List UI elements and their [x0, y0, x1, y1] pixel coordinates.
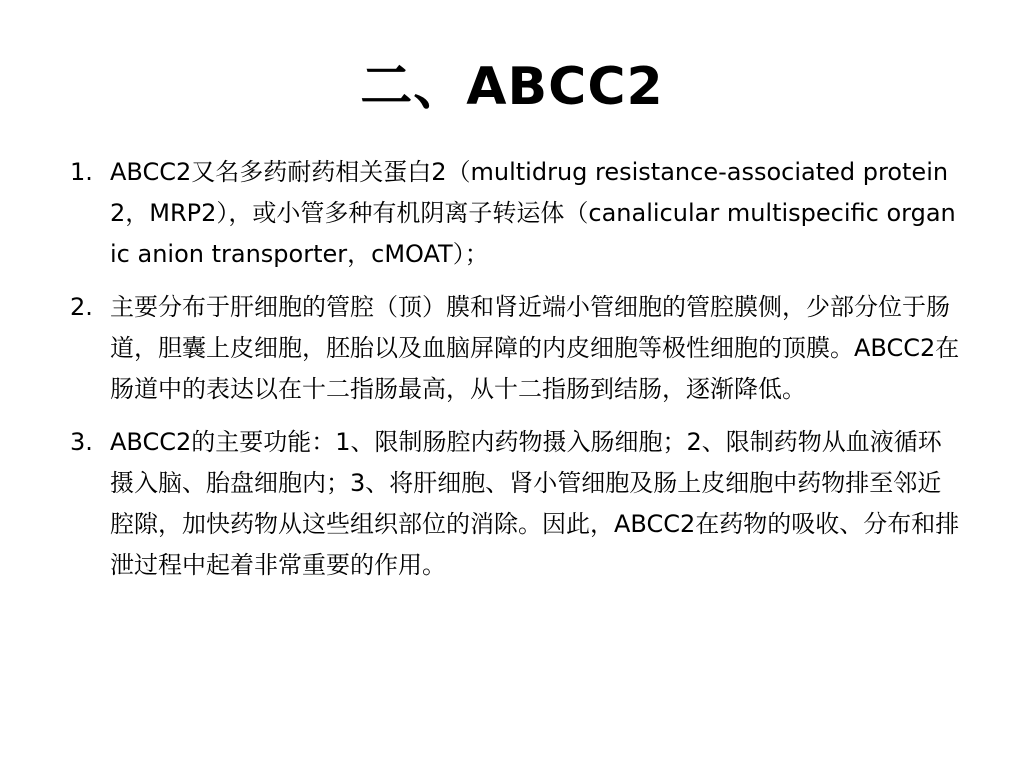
item-number: 2.	[70, 293, 93, 321]
content-list	[70, 152, 960, 598]
item-text: 主要分布于肝细胞的管腔（顶）膜和肾近端小管细胞的管腔膜侧，少部分位于肠道，胆囊上皮细胞，胚胎以及血脑屏障的内皮细胞等极性细胞的顶膜。ABCC2在肠道中的表达以在十二指肠最高，从十二指肠到结肠，逐渐降低。	[110, 293, 960, 403]
item-text: ABCC2又名多药耐药相关蛋白2（multidrug resistance-associated protein 2，MRP2），或小管多种有机阴离子转运体（canalicular multispecific organic anion transporter，cMOAT）；	[110, 158, 956, 268]
list-item-1	[70, 152, 960, 275]
list-item-2	[70, 287, 960, 410]
item-text: ABCC2的主要功能：1、限制肠腔内药物摄入肠细胞；2、限制药物从血液循环摄入脑、胎盘细胞内；3、将肝细胞、肾小管细胞及肠上皮细胞中药物排至邻近腔隙，加快药物从这些组织部位的消除。因此，ABCC2在药物的吸收、分布和排泄过程中起着非常重要的作用。	[110, 428, 960, 579]
item-number: 3.	[70, 428, 93, 456]
slide-title: 二、ABCC2	[360, 57, 664, 117]
item-number: 1.	[70, 158, 93, 186]
list-item-3	[70, 422, 960, 586]
